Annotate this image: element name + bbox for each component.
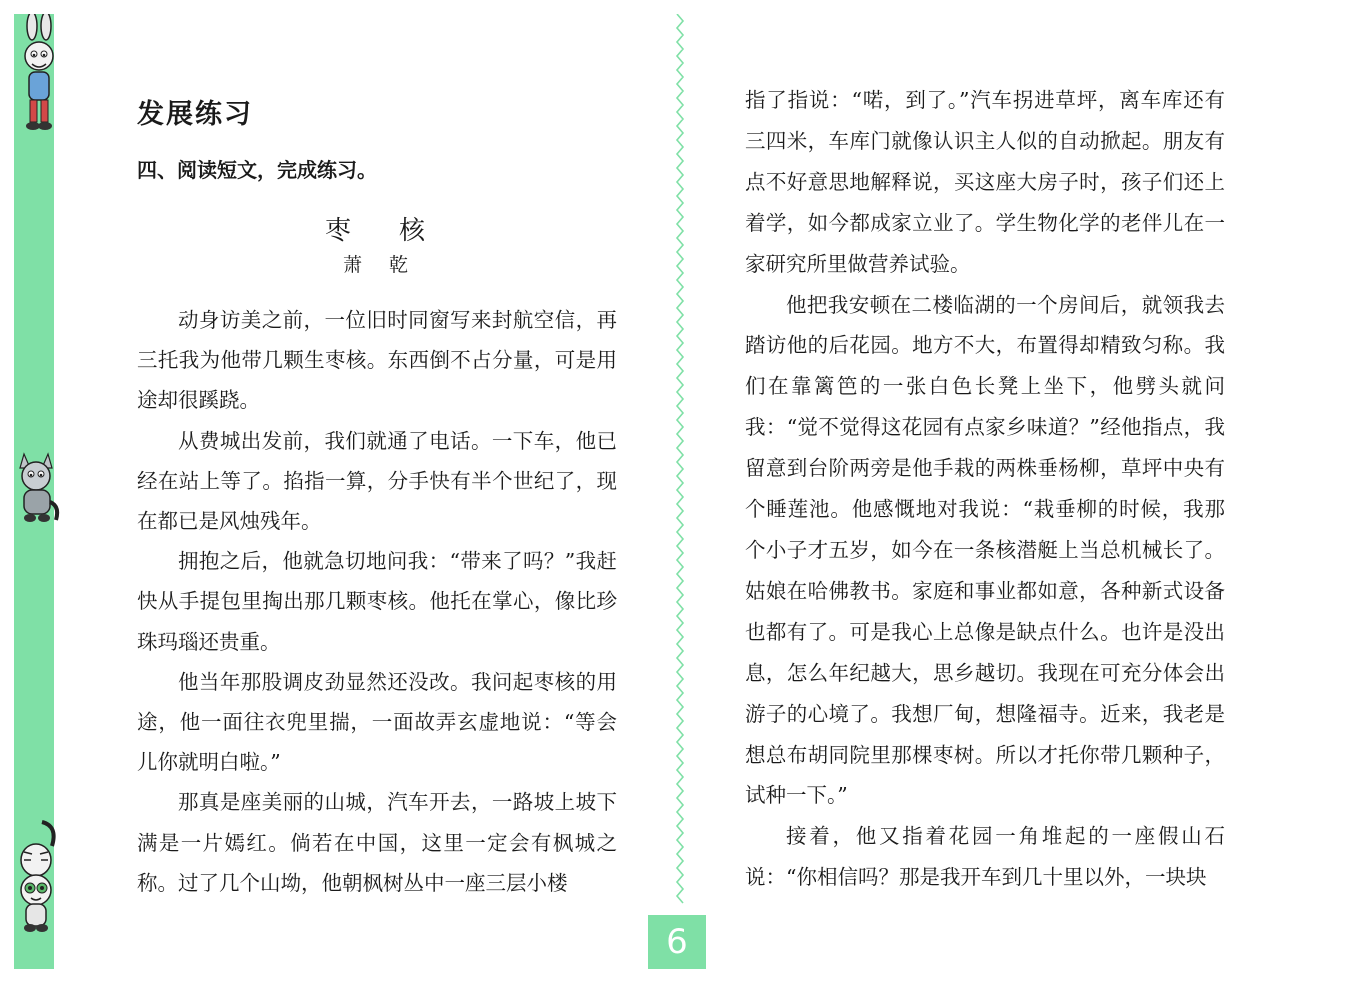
page-number: 6 xyxy=(648,915,706,969)
article-title xyxy=(137,210,617,248)
left-column xyxy=(137,82,617,903)
paragraph: 从费城出发前，我们就通了电话。一下车，他已经在站上等了。掐指一算，分手快有半个世纪了，现在都已是风烛残年。 xyxy=(137,428,617,534)
center-divider xyxy=(673,14,687,904)
left-body xyxy=(137,300,617,903)
rabbit-icon xyxy=(12,14,62,132)
question-prompt: 四、阅读短文，完成练习。 xyxy=(137,158,377,182)
article-title-char: 核 xyxy=(399,216,430,246)
author-char: 乾 xyxy=(389,254,412,276)
article-author xyxy=(137,250,617,286)
right-column xyxy=(745,80,1225,898)
paragraph: 接着，他又指着花园一角堆起的一座假山石说：“你相信吗？那是我开车到几十里以外，一块块 xyxy=(745,824,1225,890)
paragraph: 他把我安顿在二楼临湖的一个房间后，就领我去踏访他的后花园。地方不大，布置得却精致匀称。我们在靠篱笆的一张白色长凳上坐下，他劈头就问我：“觉不觉得这花园有点家乡味道？”经他指点，我留意到台阶两旁是他手栽的两株垂杨柳，草坪中央有个睡莲池。他感慨地对我说：“栽垂柳的时候，我那个小子才五岁，如今在一条核潜艇上当总机械长了。姑娘在哈佛教书。家庭和事业都如意，各种新式设备也都有了。可是我心上总像是缺点什么。也许是没出息，怎么年纪越大，思乡越切。我现在可充分体会出游子的心境了。我想厂甸，想隆福寺。近来，我老是想总布胡同院里那棵枣树。所以才托你带几颗种子，试种一下。” xyxy=(745,292,1225,808)
tiger-icon xyxy=(12,816,62,934)
section-title: 发展练习 xyxy=(137,99,253,130)
paragraph-continuation: 指了指说：“喏，到了。”汽车拐进草坪，离车库还有三四米，车库门就像认识主人似的自动掀起。朋友有点不好意思地解释说，买这座大房子时，孩子们还上着学，如今都成家立业了。学生物化学的老伴儿在一家研究所里做营养试验。 xyxy=(745,88,1225,276)
paragraph: 动身访美之前，一位旧时同窗写来封航空信，再三托我为他带几颗生枣核。东西倒不占分量，可是用途却很蹊跷。 xyxy=(137,308,617,413)
paragraph: 拥抱之后，他就急切地问我：“带来了吗？”我赶快从手提包里掏出那几颗枣核。他托在掌心，像比珍珠玛瑙还贵重。 xyxy=(137,549,617,654)
cat-icon xyxy=(12,446,62,528)
paragraph: 他当年那股调皮劲显然还没改。我问起枣核的用途，他一面往衣兜里揣，一面故弄玄虚地说：“等会儿你就明白啦。” xyxy=(137,669,617,775)
paragraph: 那真是座美丽的山城，汽车开去，一路坡上坡下满是一片嫣红。倘若在中国，这里一定会有枫城之称。过了几个山坳，他朝枫树丛中一座三层小楼 xyxy=(137,790,617,895)
article-title-char: 枣 xyxy=(324,216,355,246)
author-char: 萧 xyxy=(342,254,365,276)
